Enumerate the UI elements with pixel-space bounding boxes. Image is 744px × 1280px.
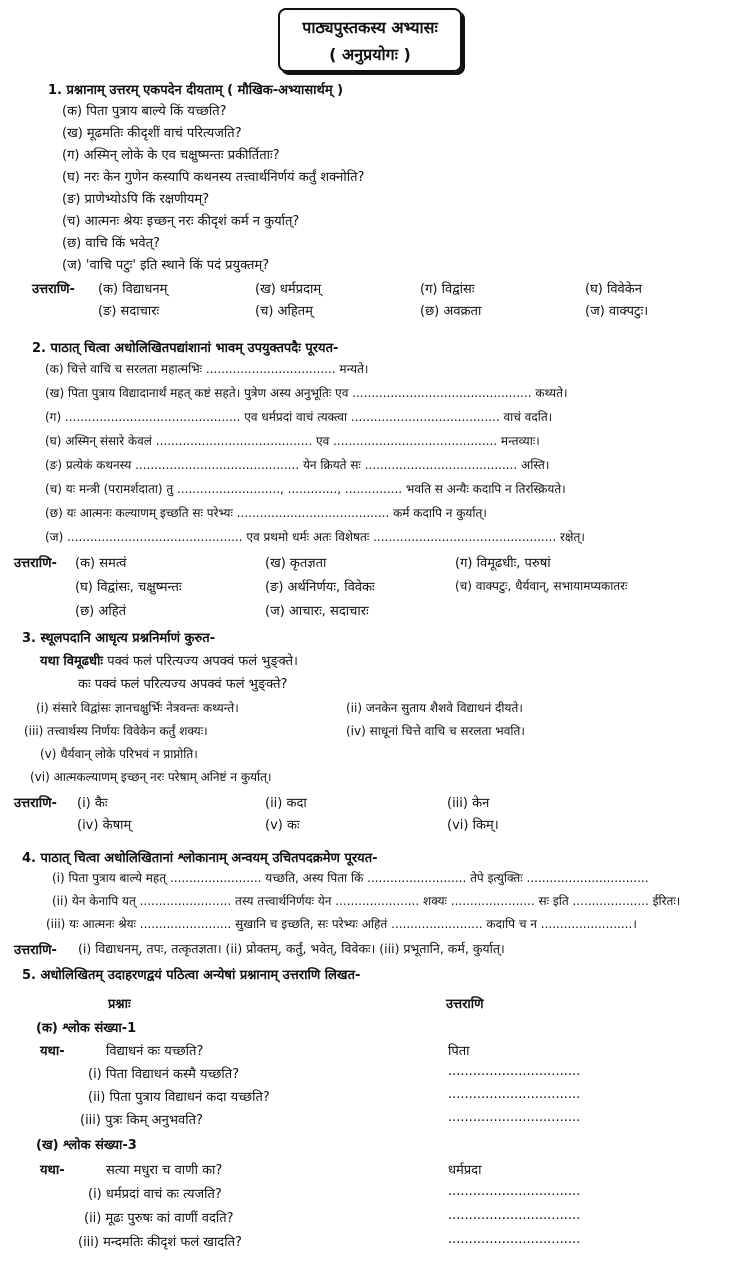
q5-example-label: यथा- xyxy=(40,1044,65,1059)
q5-col-questions: प्रश्नाः xyxy=(108,997,131,1012)
q5-question: (ii) मूढः पुरुषः कां वाणीं वदति? xyxy=(84,1211,234,1226)
q2-answer: (ज) आचारः, सदाचारः xyxy=(265,604,369,619)
q2-item: (च) यः मन्त्री (परामर्शदाता) तु ..........................., ............., ............... भवति स अन्यैः कदापि न तिरस्क्रियते। xyxy=(45,482,566,496)
q2-answer: (ग) विमूढधीः, परुषां xyxy=(455,556,551,571)
q1-answer: (ङ) सदाचारः xyxy=(98,304,160,319)
q3-example-bold: विमूढधीः xyxy=(63,654,104,669)
q5-example-label: यथा- xyxy=(40,1163,65,1178)
q3-item: (v) धैर्यवान् लोके परिभवं न प्राप्नोति। xyxy=(40,747,198,761)
q2-answer: (क) समत्वं xyxy=(75,556,127,571)
q3-example-answer: कः पक्वं फलं परित्यज्य अपक्वं फलं भुङ्क्ते? xyxy=(78,677,288,692)
header-subtitle: ( अनुप्रयोगः ) xyxy=(329,45,411,64)
q5-question: (i) पिता विद्याधनं कस्मै यच्छति? xyxy=(88,1067,240,1082)
q5-answer-blank: ................................ xyxy=(448,1208,581,1223)
q5-answer-blank: ................................ xyxy=(448,1087,581,1102)
q5-col-answers: उत्तराणि xyxy=(446,997,484,1012)
q3-answer: (v) कः xyxy=(265,818,300,833)
q5-example-answer: धर्मप्रदा xyxy=(448,1163,482,1178)
q1-answer: (ज) वाक्पटुः। xyxy=(585,304,649,319)
q1-answers-label: उत्तराणि- xyxy=(32,282,75,297)
q2-item: (ख) पिता पुत्राय विद्यादानार्थं महत् कष्टं सहते। पुत्रेण अस्य अनुभूतिः एव ............................................... कथ्यते। xyxy=(45,386,568,400)
q1-item: (ज) 'वाचि पटुः' इति स्थाने किं पदं प्रयुक्तम्? xyxy=(62,258,270,273)
q2-answer: (छ) अहितं xyxy=(75,604,127,619)
q5-example-question: सत्या मधुरा च वाणी का? xyxy=(106,1163,223,1178)
q1-answer: (च) अहितम् xyxy=(255,304,313,319)
q2-answer: (ख) कृतज्ञता xyxy=(265,556,327,571)
q1-item: (छ) वाचि किं भवेत्? xyxy=(62,236,160,251)
q3-answer: (i) कैः xyxy=(77,796,108,811)
q3-answer: (iii) केन xyxy=(447,796,490,811)
q2-title: 2. पाठात् चित्वा अधोलिखितपद्यांशानां भावम् उपयुक्तपदैः पूरयत- xyxy=(32,341,339,356)
q1-item: (च) आत्मनः श्रेयः इच्छन् नरः कीदृशं कर्म न कुर्यात्? xyxy=(62,214,300,229)
q5-question: (i) धर्मप्रदां वाचं कः त्यजति? xyxy=(88,1187,222,1202)
q1-item: (ग) अस्मिन् लोके के एव चक्षुष्मन्तः प्रकीर्तिताः? xyxy=(62,148,280,163)
q1-item: (ख) मूढमतिः कीदृशीं वाचं परित्यजति? xyxy=(62,126,242,141)
q1-answer: (घ) विवेकेन xyxy=(585,282,642,297)
q3-answer: (iv) केषाम् xyxy=(77,818,132,833)
q3-answers-label: उत्तराणि- xyxy=(14,796,57,811)
q5-example-answer: पिता xyxy=(448,1044,470,1059)
q5-example-question: विद्याधनं कः यच्छति? xyxy=(106,1044,204,1059)
q4-item: (iii) यः आत्मनः श्रेयः ........................ सुखानि च इच्छति, सः परेभ्यः अहितं ........................ कदापि च न ........................। xyxy=(46,917,637,931)
q5-answer-blank: ................................ xyxy=(448,1184,581,1199)
q2-item: (घ) अस्मिन् संसारे केवलं ......................................... एव ........................................... मन्तव्याः। xyxy=(45,434,540,448)
q2-item: (क) चित्ते वाचि च सरलता महात्मभिः .................................. मन्यते। xyxy=(45,362,369,376)
q2-answers-label: उत्तराणि- xyxy=(14,556,57,571)
q3-answer: (ii) कदा xyxy=(265,796,307,811)
q1-item: (क) पिता पुत्राय बाल्ये किं यच्छति? xyxy=(62,104,227,119)
q3-example-rest: पक्वं फलं परित्यज्य अपक्वं फलं भुङ्क्ते। xyxy=(107,654,298,669)
q4-item: (ii) येन केनापि यत् ........................ तस्य तत्त्वार्थनिर्णयः येन ...................... शक्यः ...................... सः इति .................... ईरितः। xyxy=(52,894,681,908)
q2-answer: (ङ) अर्थनिर्णयः, विवेकः xyxy=(265,580,375,595)
q4-item: (i) पिता पुत्राय बाल्ये महत् ........................ यच्छति, अस्य पिता किं .......................... तेपे इत्युक्तिः ................................ xyxy=(52,871,649,885)
q5-answer-blank: ................................ xyxy=(448,1064,581,1079)
q5-section-heading: (ख) श्लोक संख्या-3 xyxy=(36,1138,137,1153)
header-title: पाठ्यपुस्तकस्य अभ्यासः xyxy=(302,18,438,37)
q4-answers: (i) विद्याधनम्, तपः, तत्कृतज्ञता। (ii) प्रोक्तम्, कर्तुं, भवेत्, विवेकः। (iii) प्रभूतानि, कर्म, कुर्यात्। xyxy=(78,941,505,956)
q2-item: (ज) .............................................. एव प्रथमो धर्मः अतः विशेषतः ................................................ रक्षेत्। xyxy=(45,530,585,544)
q3-example xyxy=(40,651,298,669)
q3-item: (i) संसारे विद्वांसः ज्ञानचक्षुर्भिः नेत्रवन्तः कथ्यन्ते। xyxy=(36,701,239,715)
q5-question: (iii) पुत्रः किम् अनुभवति? xyxy=(80,1113,203,1128)
q5-question: (iii) मन्दमतिः कीदृशं फलं खादति? xyxy=(78,1235,242,1250)
q4-answers-label: उत्तराणि- xyxy=(14,943,57,958)
q2-item: (छ) यः आत्मनः कल्याणम् इच्छति सः परेभ्यः ........................................ कर्म कदापि न कुर्यात्। xyxy=(45,506,487,520)
q1-item: (ङ) प्राणेभ्योऽपि किं रक्षणीयम्? xyxy=(62,192,210,207)
q2-item: (ग) .............................................. एव धर्मप्रदां वाचं त्यक्त्वा ....................................... वाचं वदति। xyxy=(45,410,553,424)
q1-answer: (छ) अवक्रता xyxy=(420,304,482,319)
q1-answer: (क) विद्याधनम् xyxy=(98,282,168,297)
q3-item: (iv) साधूनां चित्ते वाचि च सरलता भवति। xyxy=(346,724,525,738)
q3-item: (ii) जनकेन सुताय शैशवे विद्याधनं दीयते। xyxy=(346,701,523,715)
q3-title: 3. स्थूलपदानि आधृत्य प्रश्ननिर्माणं कुरुत- xyxy=(22,631,216,646)
q5-answer-blank: ................................ xyxy=(448,1232,581,1247)
q2-item: (ङ) प्रत्येकं कथनस्य ........................................... येन क्रियते सः ........................................ अस्ति। xyxy=(45,458,550,472)
q5-question: (ii) पिता पुत्राय विद्याधनं कदा यच्छति? xyxy=(88,1090,270,1105)
q5-answer-blank: ................................ xyxy=(448,1110,581,1125)
q3-item: (iii) तत्त्वार्थस्य निर्णयः विवेकेन कर्तुं शक्यः। xyxy=(24,724,208,738)
q1-title: 1. प्रश्नानाम् उत्तरम् एकपदेन दीयताम् ( मौखिक-अभ्यासार्थम् ) xyxy=(48,83,344,98)
q1-item: (घ) नरः केन गुणेन कस्यापि कथनस्य तत्त्वार्थनिर्णयं कर्तुं शक्नोति? xyxy=(62,170,365,185)
header-box xyxy=(278,8,462,72)
q2-answer: (घ) विद्वांसः, चक्षुष्मन्तः xyxy=(75,580,182,595)
q1-answer: (ग) विद्वांसः xyxy=(420,282,475,297)
q5-section-heading: (क) श्लोक संख्या-1 xyxy=(36,1021,137,1036)
q4-title: 4. पाठात् चित्वा अधोलिखितानां श्लोकानाम् अन्वयम् उचितपदक्रमेण पूरयत- xyxy=(22,851,378,866)
q3-item: (vi) आत्मकल्याणम् इच्छन् नरः परेषाम् अनिष्टं न कुर्यात्। xyxy=(30,770,272,784)
q1-answer: (ख) धर्मप्रदाम् xyxy=(255,282,322,297)
q5-title: 5. अधोलिखितम् उदाहरणद्वयं पठित्वा अन्येषां प्रश्नानाम् उत्तराणि लिखत- xyxy=(22,968,361,983)
q3-example-label: यथा xyxy=(40,654,60,669)
q2-answer: (च) वाक्पटुः, धैर्यवान्, सभायामप्यकातरः xyxy=(455,579,628,593)
q3-answer: (vi) किम्। xyxy=(447,818,499,833)
